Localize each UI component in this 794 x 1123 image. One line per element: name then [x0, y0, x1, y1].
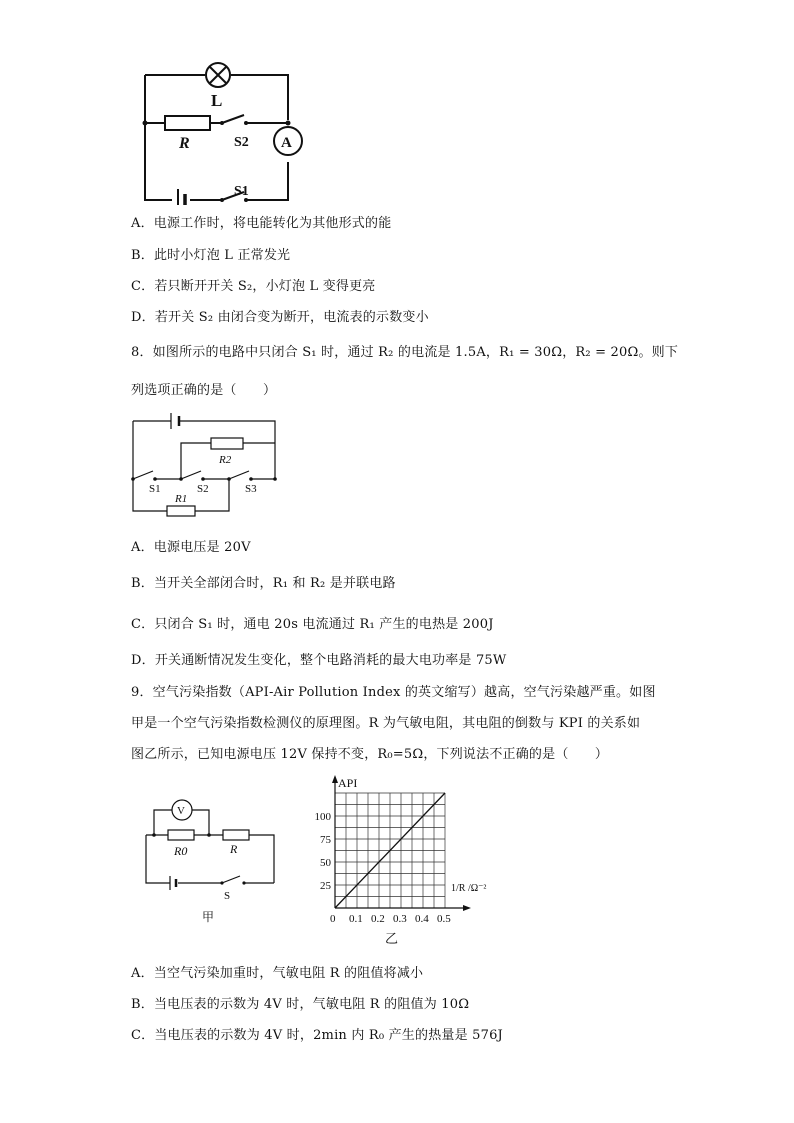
q9-option-c: C．当电压表的示数为 4V 时，2min 内 R₀ 产生的热量是 576J — [131, 1028, 503, 1043]
resistor-label: R — [179, 135, 190, 152]
q9-stem-line1: 9．空气污染指数（API-Air Pollution Index 的英文缩写）越高，空气污染越严重。如图 — [131, 685, 656, 700]
ammeter-label: A — [281, 135, 292, 151]
x-tick-label: 0.3 — [393, 913, 407, 925]
x-tick-label: 0.2 — [371, 913, 385, 925]
switch1-label: S1 — [234, 184, 249, 199]
fig-b-caption: 乙 — [385, 931, 399, 946]
q8-option-c: C．只闭合 S₁ 时，通电 20s 电流通过 R₁ 产生的电热是 200J — [131, 617, 494, 632]
q9-option-a: A．当空气污染加重时，气敏电阻 R 的阻值将减小 — [131, 966, 424, 981]
q7-option-a: A．电源工作时，将电能转化为其他形式的能 — [131, 216, 392, 231]
switch-label: S — [224, 890, 231, 902]
r2-label: R2 — [219, 454, 232, 466]
q9-stem-line2: 甲是一个空气污染指数检测仪的原理图。R 为气敏电阻，其电阻的倒数与 KPI 的关系如 — [131, 716, 641, 731]
q9-option-b: B．当电压表的示数为 4V 时，气敏电阻 R 的阻值为 10Ω — [131, 997, 470, 1012]
x-tick-label: 0.4 — [415, 913, 429, 925]
q7-circuit-diagram — [130, 55, 310, 205]
q8-stem-line1: 8．如图所示的电路中只闭合 S₁ 时，通过 R₂ 的电流是 1.5A，R₁ = 30Ω，R₂ = 20Ω。则下 — [131, 345, 679, 360]
r-label: R — [230, 842, 238, 856]
q7-option-b: B．此时小灯泡 L 正常发光 — [131, 248, 291, 263]
q8-option-d: D．开关通断情况发生变化，整个电路消耗的最大电功率是 75W — [131, 653, 507, 668]
lamp-label: L — [211, 91, 223, 110]
x-axis-arrow — [463, 905, 471, 911]
q9-fig-b-chart — [305, 773, 495, 948]
voltmeter-label: V — [177, 805, 185, 817]
x-tick-label: 0 — [330, 913, 336, 925]
y-tick-label: 75 — [320, 834, 331, 846]
y-tick-label: 50 — [320, 857, 331, 869]
chart-xlabel: 1/R /Ω⁻² — [451, 883, 487, 894]
q9-stem-line3: 图乙所示，已知电源电压 12V 保持不变，R₀=5Ω，下列说法不正确的是（ ） — [131, 747, 609, 762]
q8-stem-line2: 列选项正确的是（ ） — [131, 383, 277, 398]
q8-option-a: A．电源电压是 20V — [131, 540, 251, 555]
s2-label: S2 — [197, 483, 209, 495]
q8-circuit-diagram — [125, 405, 290, 523]
q7-option-d: D．若开关 S₂ 由闭合变为断开，电流表的示数变小 — [131, 310, 429, 325]
y-tick-label: 25 — [320, 880, 331, 892]
s3-label: S3 — [245, 483, 257, 495]
x-tick-label: 0.1 — [349, 913, 363, 925]
r0-label: R0 — [174, 844, 188, 858]
r1-label: R1 — [175, 493, 188, 505]
chart-ylabel: API — [338, 776, 358, 790]
x-tick-label: 0.5 — [437, 913, 451, 925]
q7-option-c: C．若只断开开关 S₂，小灯泡 L 变得更亮 — [131, 279, 376, 294]
q9-fig-a-circuit — [138, 795, 283, 925]
s1-label: S1 — [149, 483, 161, 495]
q8-option-b: B．当开关全部闭合时，R₁ 和 R₂ 是并联电路 — [131, 576, 396, 591]
fig-a-caption: 甲 — [202, 910, 215, 924]
y-tick-label: 100 — [314, 811, 331, 823]
switch2-label: S2 — [234, 135, 249, 150]
